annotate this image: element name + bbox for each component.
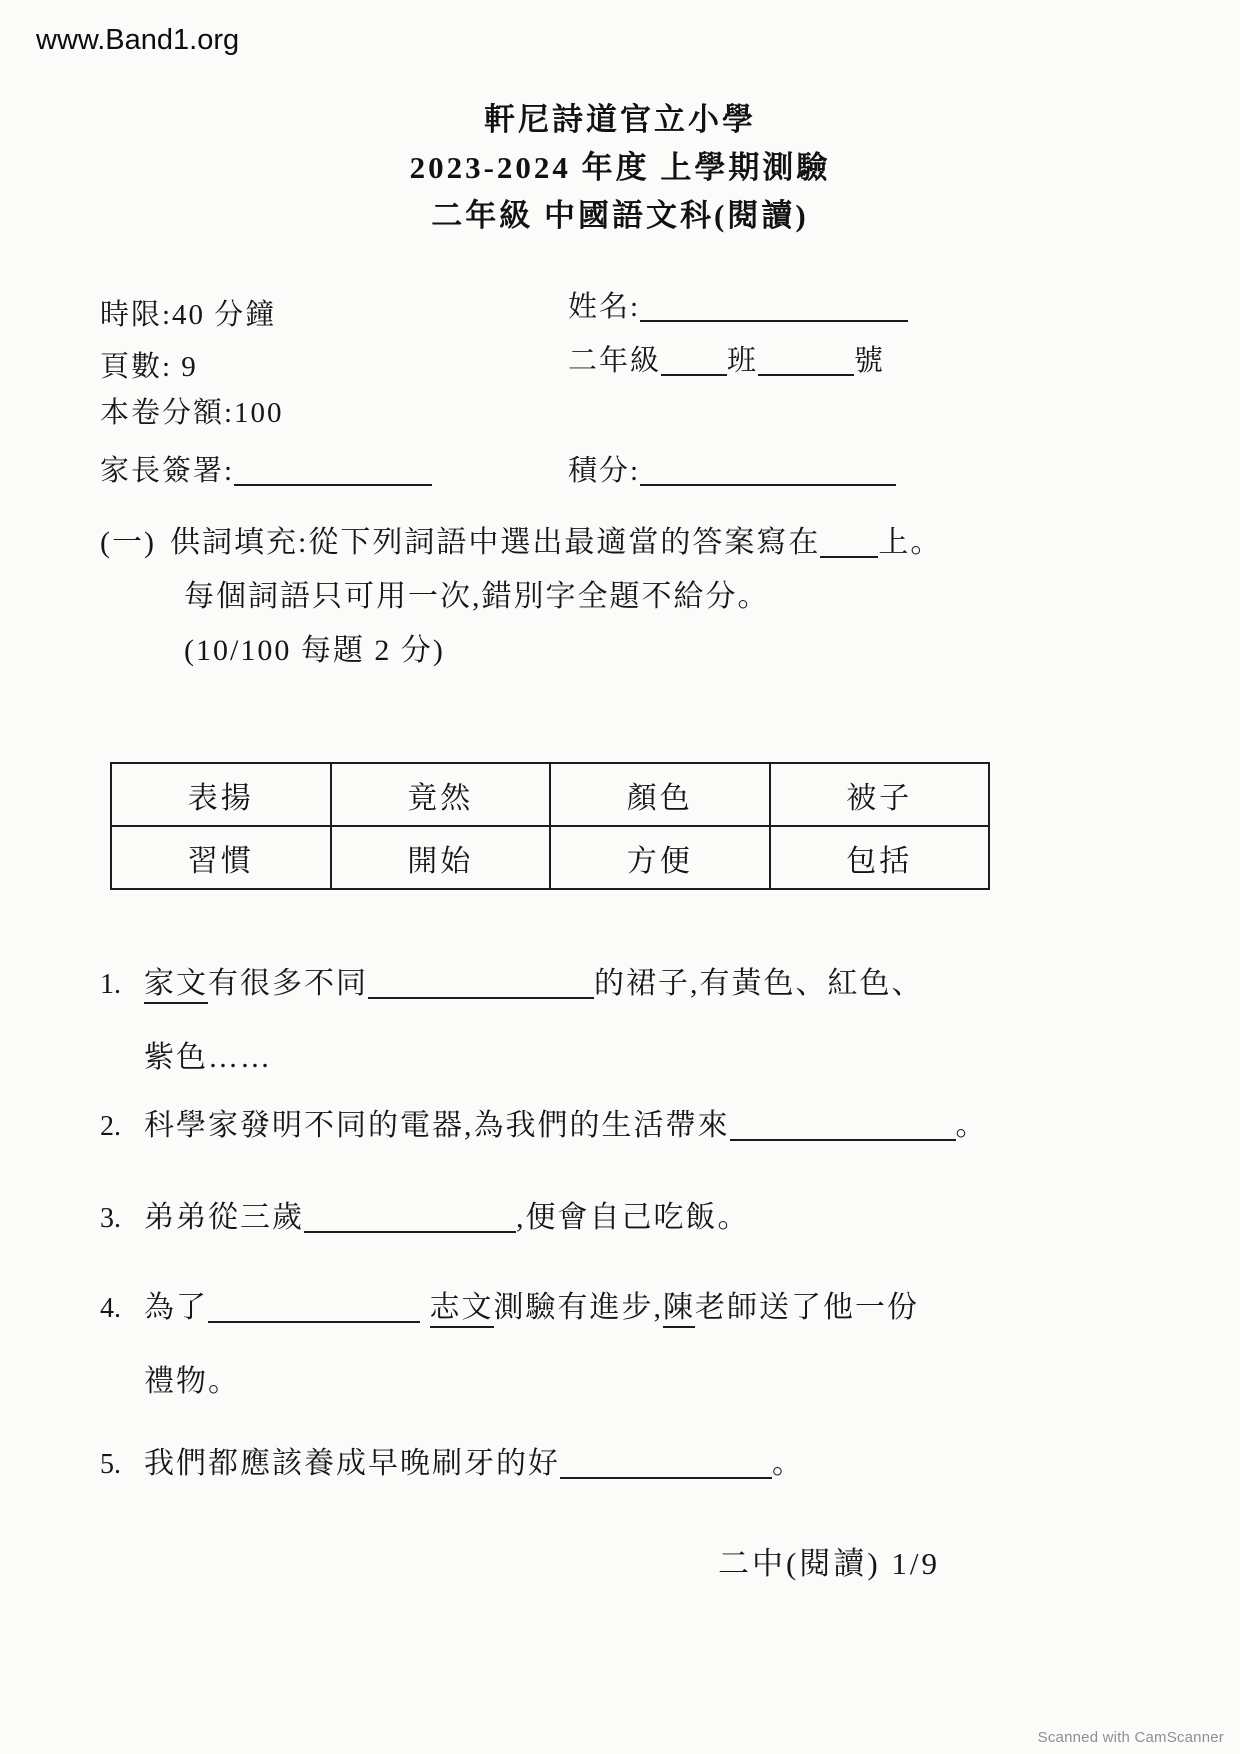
question-2: [100, 1100, 988, 1144]
question-3-blank: [304, 1203, 516, 1233]
word-cell: 顏色: [550, 763, 770, 826]
word-cell: 被子: [770, 763, 990, 826]
question-5: [100, 1438, 804, 1482]
question-4-blank: [208, 1293, 420, 1323]
parent-signature-label: 家長簽署:: [100, 455, 235, 487]
question-2-text-end: 。: [955, 1109, 988, 1142]
question-2-text: 科學家發明不同的電器,為我們的生活帶來: [144, 1109, 730, 1142]
page-footer: [0, 1538, 1240, 1583]
grade-label: 二年級: [568, 345, 662, 377]
page-count: 頁數: 9: [100, 351, 198, 383]
class-blank: [661, 346, 727, 376]
section-one-line2: 每個詞語只可用一次,錯別字全題不給分。: [184, 580, 770, 613]
student-name-row: [568, 284, 908, 325]
question-1: [100, 958, 924, 1076]
question-4-line2: 禮物。: [144, 1365, 240, 1398]
question-2-number: 2.: [100, 1111, 121, 1142]
question-1-text: 有很多不同: [208, 967, 368, 1000]
question-3-text: 弟弟從三歲: [144, 1201, 304, 1234]
word-cell: 方便: [550, 826, 770, 889]
question-5-text: 我們都應該養成早晚刷牙的好: [144, 1447, 560, 1480]
question-4-text: 為了: [144, 1291, 208, 1324]
question-1-blank: [368, 969, 594, 999]
question-1-line2: 紫色……: [144, 1041, 272, 1074]
student-name-label: 姓名:: [568, 291, 641, 323]
question-3: [100, 1192, 750, 1236]
school-name: 軒尼詩道官立小學: [484, 102, 756, 137]
section-one-number: (一): [100, 526, 156, 559]
time-limit: 時限:40 分鐘: [100, 299, 277, 331]
question-5-blank: [560, 1449, 772, 1479]
word-cell: 竟然: [331, 763, 551, 826]
question-3-text-end: ,便會自己吃飯。: [516, 1201, 750, 1234]
parent-signature-row: [100, 448, 432, 489]
section-one-line1: [100, 520, 1160, 566]
word-bank-table: [110, 762, 990, 890]
instruction-blank: [820, 528, 878, 558]
question-4: [100, 1282, 919, 1400]
student-name-blank: [640, 292, 908, 322]
word-cell: 開始: [331, 826, 551, 889]
class-number-blank: [758, 346, 854, 376]
class-label: 班: [727, 345, 759, 377]
title-block: [0, 96, 1240, 240]
question-4-number: 4.: [100, 1293, 121, 1324]
question-1-number: 1.: [100, 969, 121, 1000]
question-4-name1: 志文: [430, 1291, 494, 1328]
class-number-row: [568, 338, 885, 379]
score-label: 積分:: [568, 455, 641, 487]
question-3-number: 3.: [100, 1203, 121, 1234]
section-one-marks: (10/100 每題 2 分): [184, 634, 445, 667]
watermark-band1: www.Band1.org: [36, 24, 240, 56]
question-4-text-mid: 測驗有進步,: [493, 1291, 663, 1324]
word-cell: 包括: [770, 826, 990, 889]
score-blank: [640, 456, 896, 486]
parent-signature-blank: [234, 456, 432, 486]
word-bank-row: [111, 826, 989, 889]
section-one-line1-text: 供詞填充:從下列詞語中選出最適當的答案寫在: [169, 526, 821, 559]
exam-info-block: [100, 282, 1140, 512]
word-cell: 習慣: [111, 826, 331, 889]
question-1-text-end: 的裙子,有黃色、紅色、: [594, 967, 924, 1000]
question-1-name: 家文: [144, 967, 208, 1004]
question-4-text-end: 老師送了他一份: [695, 1291, 919, 1324]
camscanner-note: Scanned with CamScanner: [1037, 1729, 1224, 1746]
number-label: 號: [854, 345, 886, 377]
word-cell: 表揚: [111, 763, 331, 826]
word-bank-row: [111, 763, 989, 826]
section-one-line1-end: 上。: [878, 526, 943, 559]
exam-subject: 二年級 中國語文科(閱讀): [431, 198, 809, 233]
question-5-text-end: 。: [772, 1447, 804, 1480]
section-one-instructions: [100, 520, 1160, 674]
question-4-name2: 陳: [663, 1291, 695, 1328]
question-5-number: 5.: [100, 1449, 121, 1480]
exam-term: 2023-2024 年度 上學期測驗: [409, 150, 831, 185]
page-number-label: 二中(閱讀) 1/9: [718, 1546, 941, 1581]
question-2-blank: [730, 1111, 956, 1141]
score-row: [568, 448, 896, 489]
total-marks: 本卷分額:100: [100, 397, 284, 429]
